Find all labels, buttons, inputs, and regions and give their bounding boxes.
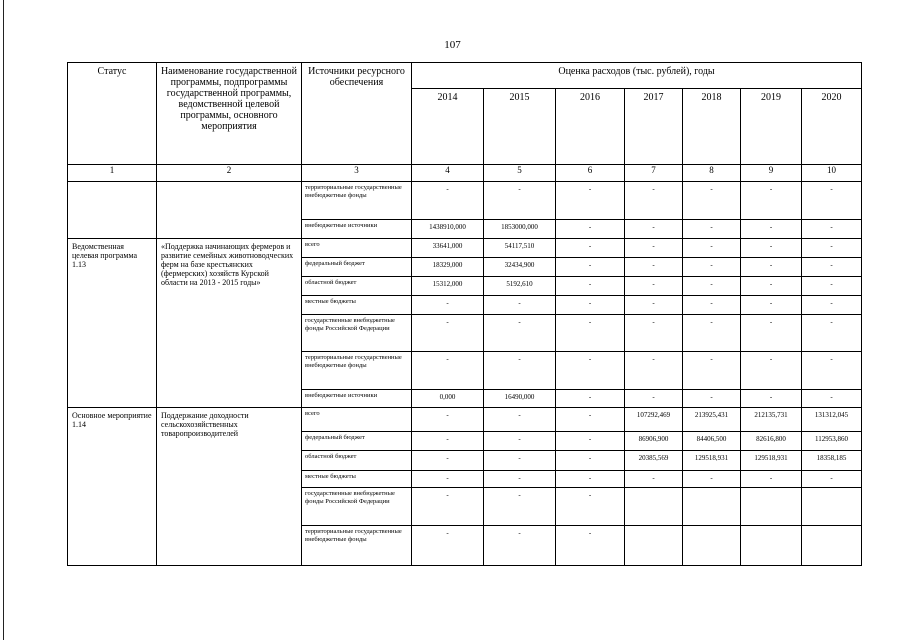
expense-value-cell: - — [412, 451, 484, 471]
expense-value-cell: - — [625, 220, 683, 239]
expense-value-cell: 1853000,000 — [484, 220, 556, 239]
funding-source-cell: всего — [302, 408, 412, 432]
expense-value-cell: - — [802, 258, 862, 277]
expense-value-cell: 86906,900 — [625, 432, 683, 451]
expense-value-cell: 82616,800 — [741, 432, 802, 451]
expense-value-cell: 18358,185 — [802, 451, 862, 471]
expense-value-cell: - — [683, 352, 741, 390]
funding-source-cell: местные бюджеты — [302, 471, 412, 488]
expense-value-cell: - — [412, 408, 484, 432]
expense-value-cell: 16490,000 — [484, 390, 556, 408]
expense-value-cell: - — [412, 488, 484, 526]
funding-source-cell: территориальные государственные внебюджетные фонды — [302, 352, 412, 390]
header-year: 2015 — [484, 89, 556, 165]
expense-value-cell: 32434,900 — [484, 258, 556, 277]
expense-value-cell: 212135,731 — [741, 408, 802, 432]
expense-value-cell: 33641,000 — [412, 239, 484, 258]
expense-value-cell: - — [683, 239, 741, 258]
expense-value-cell: - — [625, 471, 683, 488]
expense-value-cell: - — [412, 182, 484, 220]
expense-value-cell: - — [412, 432, 484, 451]
funding-source-cell: государственные внебюджетные фонды Российской Федерации — [302, 315, 412, 352]
expense-value-cell: - — [741, 258, 802, 277]
expense-value-cell: - — [484, 451, 556, 471]
program-name-cell: Поддержание доходности сельскохозяйственных товаропроизводителей — [157, 408, 302, 566]
column-number: 2 — [157, 165, 302, 182]
status-cell: Ведомственная целевая программа 1.13 — [68, 239, 157, 408]
page-number: 107 — [444, 39, 461, 51]
expense-value-cell: 129518,931 — [683, 451, 741, 471]
column-number: 8 — [683, 165, 741, 182]
header-expenses: Оценка расходов (тыс. рублей), годы — [412, 63, 862, 89]
funding-source-cell: федеральный бюджет — [302, 258, 412, 277]
expense-value-cell: - — [484, 315, 556, 352]
funding-source-cell: внебюджетные источники — [302, 390, 412, 408]
expense-value-cell: - — [741, 352, 802, 390]
expense-value-cell: - — [741, 239, 802, 258]
expense-value-cell: - — [625, 258, 683, 277]
expense-value-cell — [625, 488, 683, 526]
expense-value-cell: - — [683, 220, 741, 239]
expense-value-cell — [683, 526, 741, 566]
column-number-row — [68, 165, 862, 182]
expense-value-cell: - — [556, 258, 625, 277]
expense-value-cell: 15312,000 — [412, 277, 484, 296]
expense-value-cell: - — [683, 182, 741, 220]
scan-edge-line — [3, 0, 4, 640]
expense-value-cell: - — [625, 390, 683, 408]
expense-value-cell: - — [625, 277, 683, 296]
expense-value-cell: - — [412, 471, 484, 488]
header-year: 2017 — [625, 89, 683, 165]
expense-value-cell: - — [484, 296, 556, 315]
expense-value-cell: - — [625, 182, 683, 220]
expense-value-cell: 107292,469 — [625, 408, 683, 432]
funding-source-cell: государственные внебюджетные фонды Российской Федерации — [302, 488, 412, 526]
expense-value-cell: - — [683, 277, 741, 296]
expense-value-cell: - — [802, 390, 862, 408]
expense-value-cell: 129518,931 — [741, 451, 802, 471]
expense-value-cell: - — [741, 296, 802, 315]
expense-value-cell: - — [741, 277, 802, 296]
header-name: Наименование государственной программы, подпрограммы государственной программы, ведомственной целевой программы, основного мероприятия — [157, 63, 302, 165]
expense-value-cell: - — [412, 296, 484, 315]
header-year: 2014 — [412, 89, 484, 165]
expense-value-cell: - — [556, 526, 625, 566]
expense-value-cell: - — [683, 296, 741, 315]
expense-value-cell: - — [802, 471, 862, 488]
expense-value-cell: - — [625, 352, 683, 390]
header-year: 2020 — [802, 89, 862, 165]
funding-source-cell: федеральный бюджет — [302, 432, 412, 451]
status-cell: Основное мероприятие 1.14 — [68, 408, 157, 566]
expense-value-cell: - — [556, 220, 625, 239]
funding-source-cell: внебюджетные источники — [302, 220, 412, 239]
expense-value-cell: - — [683, 390, 741, 408]
expense-value-cell: 20385,569 — [625, 451, 683, 471]
expense-value-cell: - — [484, 526, 556, 566]
funding-source-cell: всего — [302, 239, 412, 258]
expense-value-cell: 112953,860 — [802, 432, 862, 451]
expense-value-cell: - — [556, 182, 625, 220]
expense-value-cell: - — [802, 239, 862, 258]
table-row — [68, 239, 862, 258]
expense-value-cell: 0,000 — [412, 390, 484, 408]
expense-value-cell: - — [802, 352, 862, 390]
expense-value-cell: - — [802, 315, 862, 352]
expense-value-cell: - — [683, 258, 741, 277]
expense-value-cell: - — [556, 296, 625, 315]
expense-value-cell: - — [556, 315, 625, 352]
expense-value-cell: - — [556, 471, 625, 488]
expense-value-cell: 5192,610 — [484, 277, 556, 296]
expense-value-cell: - — [484, 471, 556, 488]
expense-value-cell: - — [412, 315, 484, 352]
funding-source-cell: территориальные государственные внебюджетные фонды — [302, 526, 412, 566]
expense-value-cell: 1438910,000 — [412, 220, 484, 239]
expense-value-cell: - — [802, 296, 862, 315]
column-number: 10 — [802, 165, 862, 182]
column-number: 9 — [741, 165, 802, 182]
column-number: 7 — [625, 165, 683, 182]
expense-value-cell: - — [625, 239, 683, 258]
expense-value-cell: - — [484, 352, 556, 390]
expense-value-cell — [741, 526, 802, 566]
expense-value-cell: - — [412, 352, 484, 390]
expense-value-cell: 18329,000 — [412, 258, 484, 277]
expense-value-cell: - — [741, 182, 802, 220]
expense-value-cell: - — [556, 451, 625, 471]
expense-value-cell: - — [625, 296, 683, 315]
expense-value-cell: - — [484, 432, 556, 451]
header-year: 2016 — [556, 89, 625, 165]
expense-value-cell — [683, 488, 741, 526]
expense-value-cell: - — [802, 220, 862, 239]
funding-source-cell: местные бюджеты — [302, 296, 412, 315]
header-year: 2019 — [741, 89, 802, 165]
column-number: 4 — [412, 165, 484, 182]
expense-value-cell — [741, 488, 802, 526]
expense-value-cell: - — [556, 432, 625, 451]
expense-value-cell: - — [556, 488, 625, 526]
expense-value-cell: - — [556, 408, 625, 432]
column-number: 3 — [302, 165, 412, 182]
column-number: 6 — [556, 165, 625, 182]
program-name-cell — [157, 182, 302, 239]
status-cell — [68, 182, 157, 239]
expense-value-cell: - — [683, 471, 741, 488]
expense-value-cell: - — [741, 390, 802, 408]
expense-value-cell: - — [802, 277, 862, 296]
expense-value-cell: - — [741, 220, 802, 239]
header-status: Статус — [68, 63, 157, 165]
column-number: 5 — [484, 165, 556, 182]
expense-value-cell: - — [741, 471, 802, 488]
expense-value-cell: - — [625, 315, 683, 352]
expense-value-cell: - — [683, 315, 741, 352]
expense-value-cell — [625, 526, 683, 566]
expense-value-cell: - — [412, 526, 484, 566]
expense-value-cell — [802, 488, 862, 526]
table-row — [68, 408, 862, 432]
expense-value-cell: - — [802, 182, 862, 220]
expense-value-cell: 84406,500 — [683, 432, 741, 451]
column-number: 1 — [68, 165, 157, 182]
expense-value-cell: - — [484, 488, 556, 526]
funding-source-cell: областной бюджет — [302, 277, 412, 296]
program-name-cell: «Поддержка начинающих фермеров и развитие семейных животноводческих ферм на базе крестьянских (фермерских) хозяйств Курской области на 2013 - 2015 годы» — [157, 239, 302, 408]
funding-source-cell: территориальные государственные внебюджетные фонды — [302, 182, 412, 220]
budget-table — [67, 62, 862, 566]
expense-value-cell — [802, 526, 862, 566]
funding-source-cell: областной бюджет — [302, 451, 412, 471]
table-row — [68, 182, 862, 220]
expense-value-cell: - — [556, 352, 625, 390]
header-source: Источники ресурсного обеспечения — [302, 63, 412, 165]
expense-value-cell: - — [484, 182, 556, 220]
expense-value-cell: - — [556, 277, 625, 296]
expense-value-cell: 213925,431 — [683, 408, 741, 432]
header-year: 2018 — [683, 89, 741, 165]
expense-value-cell: 131312,045 — [802, 408, 862, 432]
expense-value-cell: - — [484, 408, 556, 432]
expense-value-cell: 54117,510 — [484, 239, 556, 258]
expense-value-cell: - — [741, 315, 802, 352]
expense-value-cell: - — [556, 239, 625, 258]
expense-value-cell: - — [556, 390, 625, 408]
